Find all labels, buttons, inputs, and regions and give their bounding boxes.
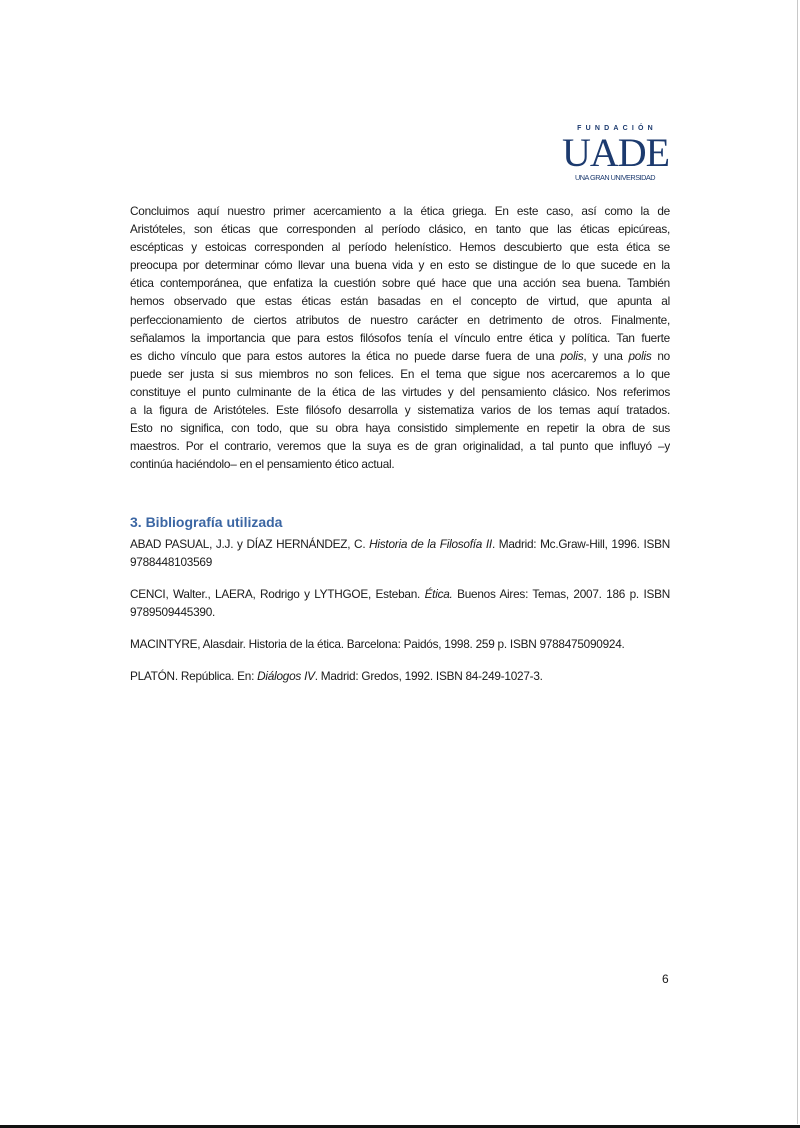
logo-sub-text: UNA GRAN UNIVERSIDAD — [574, 173, 655, 182]
text-line — [130, 553, 670, 571]
text-run: perfeccionamiento de ciertos atributos de nuestro carácter en detrimento de otros. Finalmente, — [130, 312, 670, 327]
bibliography-entry — [130, 635, 670, 653]
text-line — [130, 220, 670, 238]
italic-text: Diálogos IV — [257, 669, 315, 684]
text-line — [130, 202, 670, 220]
text-run: escépticas y estoicas corresponden al período helenístico. Hemos descubierto que esta ética se — [130, 240, 670, 255]
logo-top-text: FUNDACIÓN — [577, 125, 657, 132]
text-line — [130, 311, 670, 329]
text-run: Concluimos aquí nuestro primer acercamiento a la ética griega. En este caso, así como la de — [130, 204, 670, 218]
italic-text: polis — [628, 348, 652, 363]
italic-text: Historia de la Filosofía II — [369, 537, 492, 551]
text-line — [130, 329, 670, 347]
text-run: maestros. Por el contrario, veremos que la suya es de gran originalidad, a tal punto que influyó –y — [130, 439, 670, 454]
text-run: señalamos la importancia que para estos filósofos tenía el vínculo entre ética y política. Tan fuerte — [130, 330, 670, 345]
text-run: es dicho vínculo que para estos autores la ética no puede darse fuera de una — [130, 348, 561, 363]
text-run: CENCI, Walter., LAERA, Rodrigo y LYTHGOE, Esteban. — [130, 587, 425, 602]
text-line — [130, 383, 670, 401]
body-paragraph — [130, 202, 670, 473]
bibliography-entry — [130, 535, 670, 571]
text-run: ABAD PASUAL, J.J. y DÍAZ HERNÁNDEZ, C. — [130, 537, 370, 551]
text-run: no — [651, 348, 670, 363]
text-line — [130, 667, 670, 685]
text-run: . Madrid: Gredos, 1992. ISBN 84-249-1027-3. — [314, 669, 543, 684]
bibliography-entry — [130, 667, 670, 685]
italic-text: Ética. — [424, 587, 453, 602]
text-line — [130, 401, 670, 419]
text-line — [130, 292, 670, 310]
page-number: 6 — [662, 972, 669, 986]
text-line — [130, 585, 670, 603]
uade-logo — [562, 124, 668, 182]
text-line — [130, 635, 670, 653]
text-run: Buenos Aires: Temas, 2007. 186 p. ISBN — [452, 587, 670, 602]
text-run: Aristóteles, son éticas que corresponden al período clásico, en tanto que las éticas epicúreas, — [130, 222, 670, 237]
text-run: ética contemporánea, que enfatiza la cuestión sobre qué hace que una acción sea buena. También — [130, 276, 670, 291]
text-run: 9789509445390. — [130, 605, 216, 620]
text-run: preocupa por determinar cómo llevar una buena vida y en esto se distingue de lo que sucede en la — [130, 258, 670, 273]
text-line — [130, 535, 670, 553]
logo-main-text: UADE — [562, 130, 670, 175]
text-run: PLATÓN. República. En: — [130, 669, 258, 684]
text-run: Esto no significa, con todo, que su obra haya consistido simplemente en repetir la obra de sus — [130, 421, 670, 436]
text-line — [130, 347, 670, 365]
text-line — [130, 238, 670, 256]
text-run: , y una — [583, 348, 629, 363]
text-line — [130, 256, 670, 274]
text-run: continúa haciéndolo– en el pensamiento ético actual. — [130, 457, 395, 472]
text-line — [130, 603, 670, 621]
text-run: a la figura de Aristóteles. Este filósofo desarrolla y sistematiza varios de los temas aquí tratados. — [130, 403, 670, 418]
page-edge-right — [797, 0, 798, 1124]
text-run: . Madrid: Mc.Graw-Hill, 1996. ISBN — [491, 537, 670, 551]
text-line — [130, 274, 670, 292]
text-line — [130, 455, 670, 473]
text-run: puede ser justa si sus miembros no son felices. En el tema que sigue nos acercaremos a lo que — [130, 366, 670, 381]
text-run: MACINTYRE, Alasdair. Historia de la ética. Barcelona: Paidós, 1998. 259 p. ISBN 9788475090924. — [130, 637, 625, 652]
section-heading: 3. Bibliografía utilizada — [130, 514, 283, 530]
bibliography-list — [130, 535, 670, 700]
text-line — [130, 437, 670, 455]
text-line — [130, 419, 670, 437]
text-run: 9788448103569 — [130, 555, 213, 570]
text-run: hemos observado que estas éticas están basadas en el concepto de virtud, que apunta al — [130, 294, 670, 309]
text-line — [130, 365, 670, 383]
bibliography-entry — [130, 585, 670, 621]
text-run: constituye el punto culminante de la ética de las virtudes y del pensamiento clásico. Nos referimos — [130, 384, 670, 399]
italic-text: polis — [560, 348, 584, 363]
